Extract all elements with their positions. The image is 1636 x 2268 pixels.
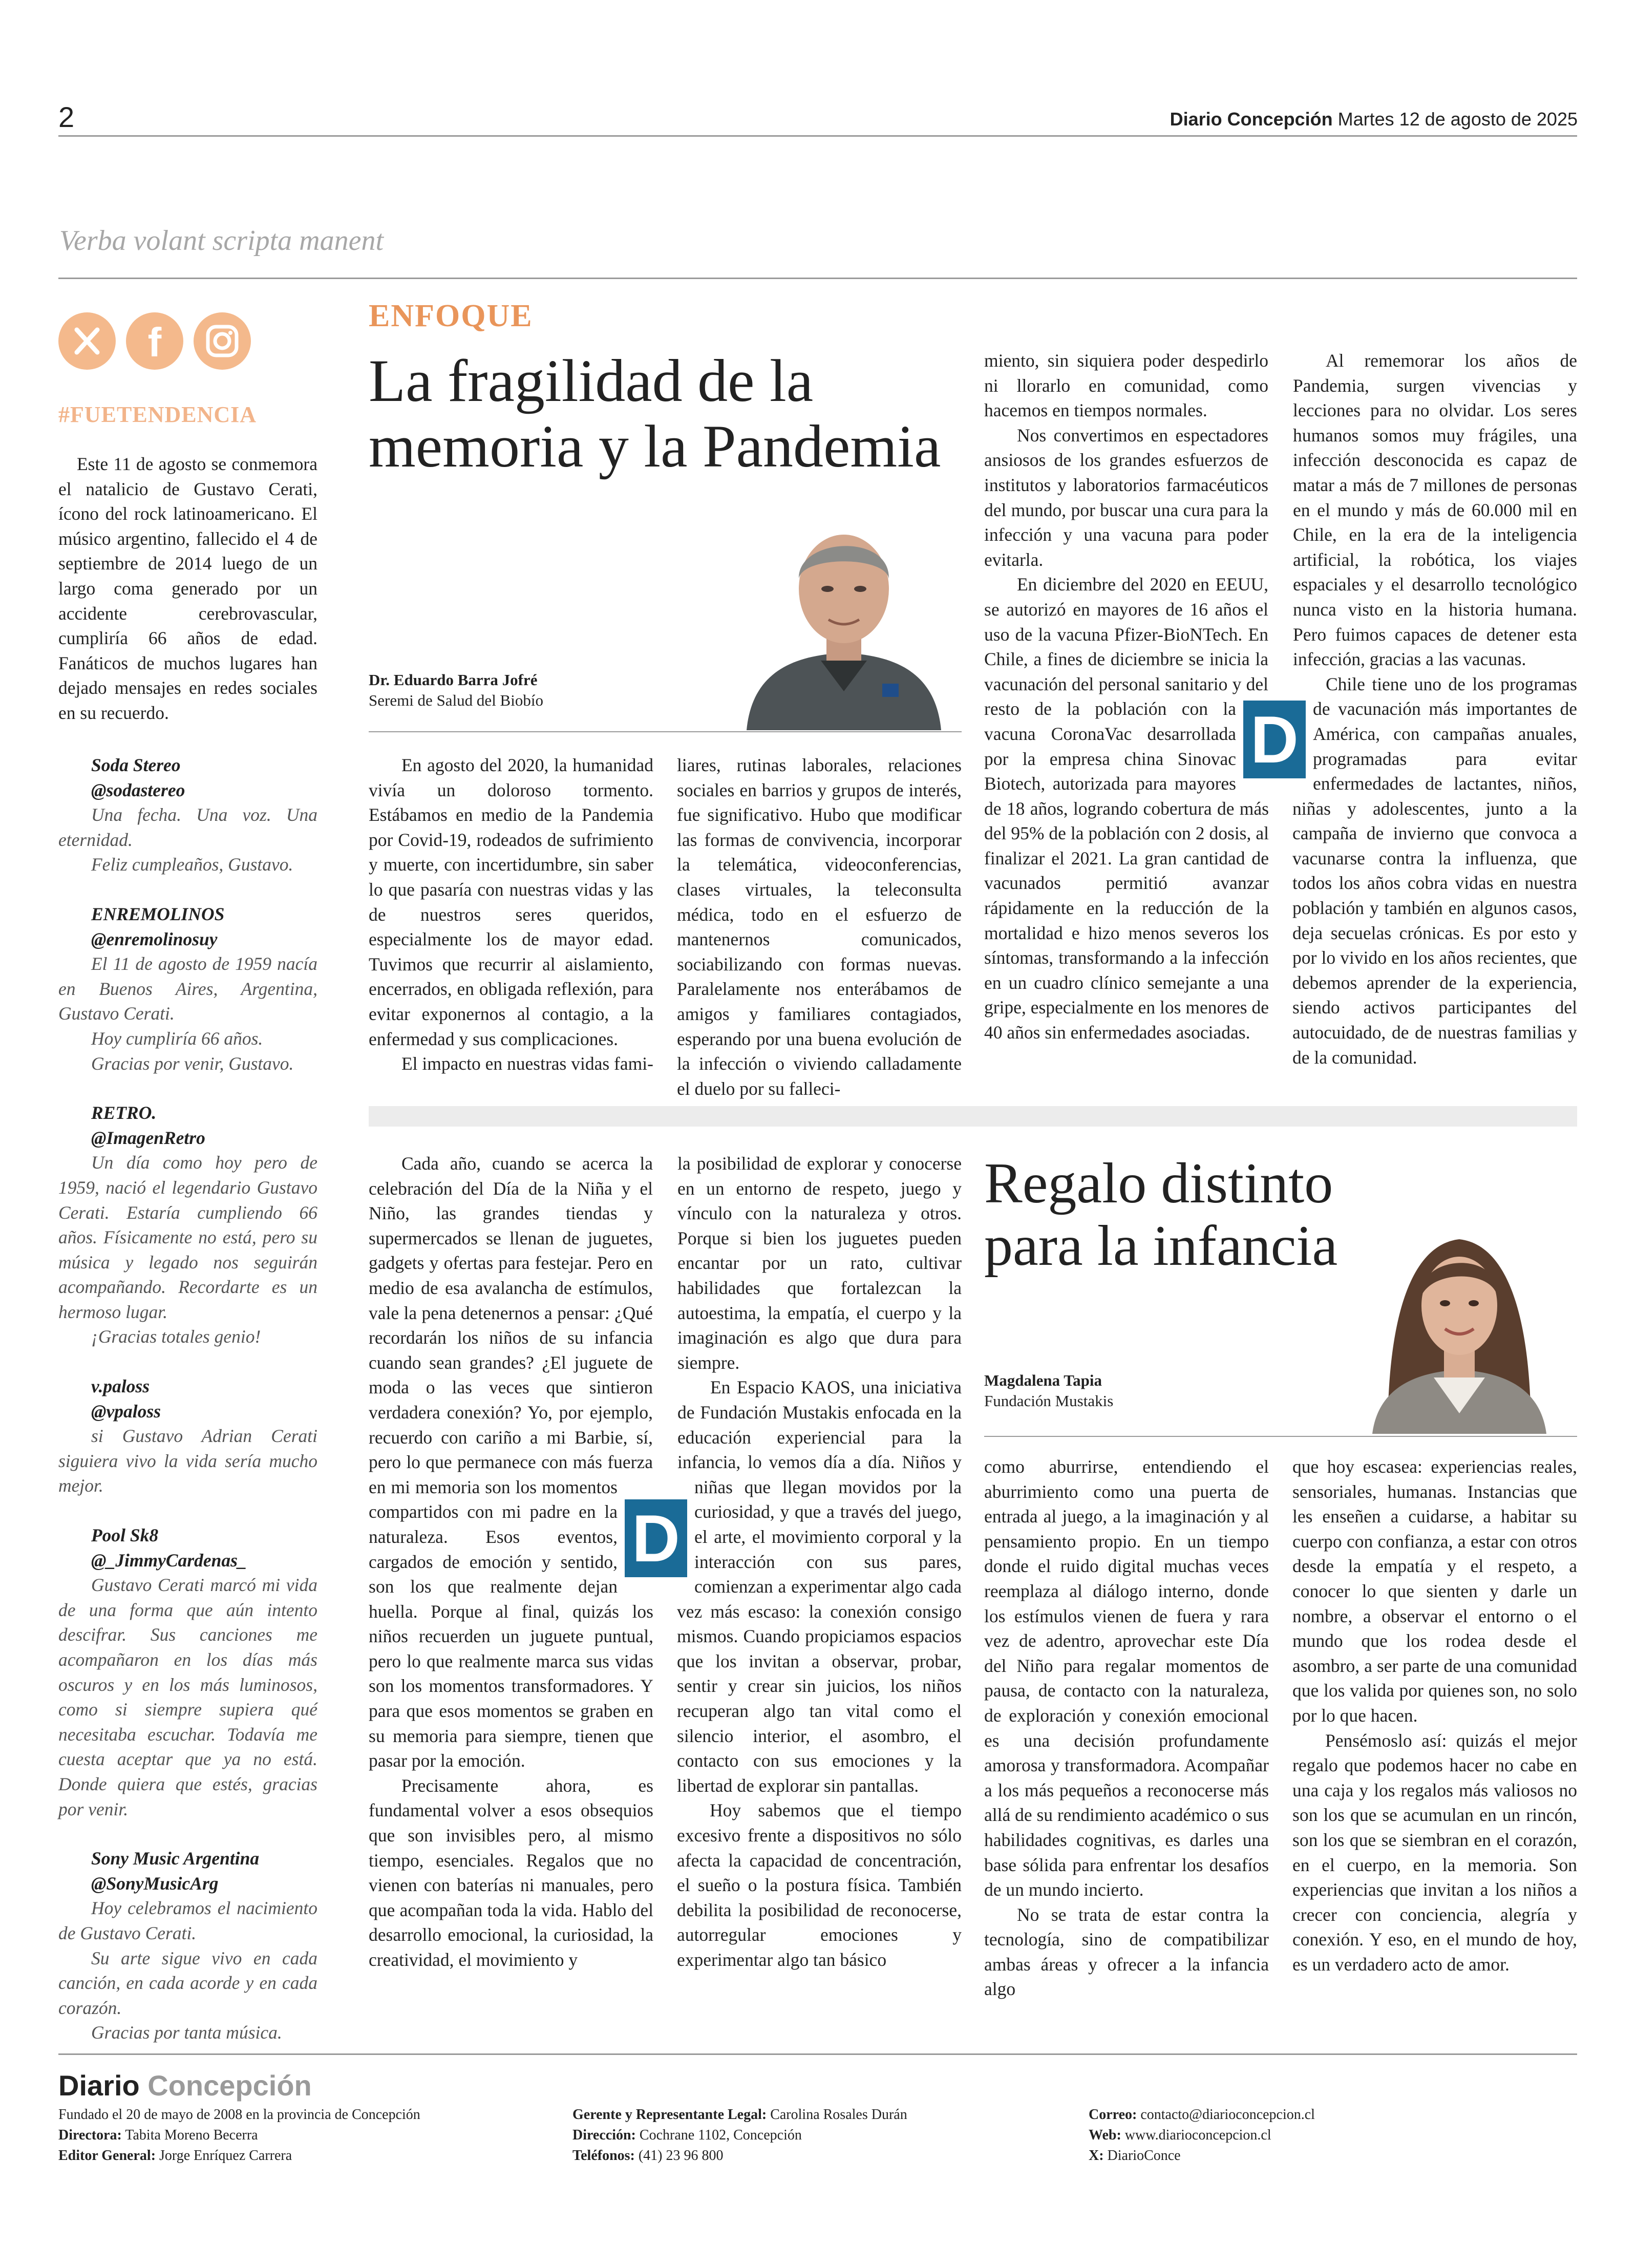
sidebar-intro: [58, 452, 317, 726]
post-text: El 11 de agosto de 1959 nacía en Buenos Aires, Argentina, Gustavo Cerati.: [58, 953, 317, 1024]
post-author-handle[interactable]: @_JimmyCardenas_: [91, 1550, 247, 1571]
footer-web: Web: www.diarioconcepcion.cl: [1089, 2127, 1271, 2143]
article2-author-role: Fundación Mustakis: [984, 1392, 1114, 1410]
paragraph: Al rememorar los años de Pandemia, surgen vivencias y lecciones para no olvidar. Los seres humanos somos muy frágiles, una infección desconocida es capaz de matar a más de 7 millones de personas en el mundo y más de 60.000 mil en Chile, en la era de la inteligencia artificial, la robótica, los viajes espaciales y el desarrollo tecnológico nunca visto en la historia humana. Pero fuimos capaces de detener esta infección, gracias a las vacunas.: [1293, 350, 1577, 670]
post-text: ¡Gracias totales genio!: [91, 1326, 261, 1347]
post-author-name: ENREMOLINOS: [91, 903, 225, 924]
footer-correo-link[interactable]: contacto@diarioconcepcion.cl: [1140, 2107, 1315, 2123]
post-text: Gracias por tanta música.: [91, 2022, 282, 2043]
article1-photo-rule: [369, 731, 962, 732]
paragraph: Hoy sabemos que el tiempo excesivo frente a dispositivos no sólo afecta la capacidad de concentración, el sueño o la postura física. También debilita la posibilidad de reconocerse, autorregular emociones y experimentar algo tan básico: [677, 1800, 962, 1970]
post-text: si Gustavo Adrian Cerati siguiera vivo la vida sería mucho mejor.: [58, 1426, 317, 1496]
article2-author: [984, 1370, 1113, 1411]
instagram-icon[interactable]: [194, 312, 251, 370]
paragraph: Chile tiene uno de los programas de vacunación más importantes de América, con campañas anuales, programadas para evitar enfermedades de lactantes, niños, niñas y adolescentes, junto a la campaña de invierno que convoca a vacunarse contra la influenza, que todos los años cobra vidas en nuestra población y también en algunos casos, deja secuelas crónicas. Es por esto y por lo vivido en los años recientes, que debemos aprender de la experiencia, siendo activos participantes del autocuidado, de de nuestras familias y de la comunidad.: [1292, 673, 1577, 1068]
motto: Verba volant scripta manent: [59, 225, 384, 257]
article2-dropcap: D: [625, 1499, 687, 1577]
paper-name: Diario Concepción: [1170, 109, 1333, 130]
social-post: [58, 902, 317, 1076]
paragraph: liares, rutinas laborales, relaciones sociales en barrios y grupos de interés, fue significativo. Hubo que modificar las formas de convivencia, incorporar la telemática, videoconferencias, clases virtuales, la teleconsulta médica, todo en el esfuerzo de mantenernos comunicados, sociabilizando con formas nuevas. Paralelamente nos enterábamos de amigos y familiares contagiados, esperando por una buena evolución de la infección o viviendo calladamente el duelo por su falleci-: [677, 755, 962, 1099]
hashtag: #FUETENDENCIA: [58, 402, 257, 427]
post-author-handle[interactable]: @enremolinosuy: [91, 928, 218, 949]
social-post: [58, 1100, 317, 1349]
article1-author-photo: [726, 507, 962, 730]
paragraph: Precisamente ahora, es fundamental volver a esos obsequios que son invisibles pero, al mismo tiempo, esenciales. Regalos que no vienen con baterías ni manuales, pero que acompañan toda la vida. Hablo del desarrollo emocional, la curiosidad, la creatividad, el movimiento y: [369, 1775, 653, 1970]
post-text: Hoy celebramos el nacimiento de Gustavo Cerati.: [58, 1898, 317, 1943]
footer-directora: Directora: Tabita Moreno Becerra: [58, 2127, 258, 2143]
post-text: Gracias por venir, Gustavo.: [91, 1053, 294, 1074]
post-text: Un día como hoy pero de 1959, nació el legendario Gustavo Cerati. Estaría cumpliendo 66 años. Físicamente no está, pero su música y legado nos seguirán acompañando. Recordarte es un hermoso lugar.: [58, 1152, 317, 1322]
social-post: [58, 1846, 317, 2045]
social-post: [58, 753, 317, 877]
x-icon[interactable]: [58, 312, 116, 370]
post-text: Una fecha. Una voz. Una eternidad.: [58, 804, 317, 850]
issue-date: Martes 12 de agosto de 2025: [1337, 109, 1578, 130]
article2-column2: [677, 1151, 962, 1973]
article1-author: [369, 670, 543, 711]
footer-direccion: Dirección: Cochrane 1102, Concepción: [572, 2127, 802, 2143]
post-author-handle[interactable]: @vpaloss: [91, 1401, 161, 1422]
article1-author-role: Seremi de Salud del Biobío: [369, 691, 543, 709]
sidebar-intro-text: Este 11 de agosto se conmemora el natalicio de Gustavo Cerati, ícono del rock latinoamericano. El músico argentino, fallecido el 4 de septiembre de 2014 luego de un largo coma generado por un accidente cerebrovascular, cumpliría 66 años de edad. Fanáticos de muchos lugares han dejado mensajes en redes sociales en su recuerdo.: [58, 454, 317, 723]
article2-title: [984, 1152, 1337, 1277]
article2-author-name: Magdalena Tapia: [984, 1371, 1102, 1389]
paragraph: En diciembre del 2020 en EEUU, se autorizó en mayores de 16 años el uso de la vacuna Pfizer-BioNTech. En Chile, a fines de diciembre se inicia la vacunación del personal sanitario y del resto de la población con la vacuna CoronaVac desarrollada por la empresa china Sinovac Biotech, autorizada para mayores de 18 años, logrando cobertura de más del 95% de la población con 2 dosis, al finalizar el 2021. La gran cantidad de vacunados permitió avanzar rápidamente en la reducción de la mortalidad e hizo menos severos los síntomas, transformando a la infección en un cuadro clínico semejante a una gripe, especialmente en los menores de 40 años sin enfermedades asociadas.: [984, 574, 1269, 1043]
footer-rule: [58, 2053, 1577, 2055]
footer-editor: Editor General: Jorge Enríquez Carrera: [58, 2148, 292, 2164]
footer-block-1: [58, 2105, 420, 2166]
footer-logo: [58, 2069, 312, 2102]
article1-column1: [369, 753, 653, 1076]
footer-x: X: DiarioConce: [1089, 2148, 1181, 2164]
post-author-name: Sony Music Argentina: [91, 1848, 260, 1869]
post-author-handle[interactable]: @SonyMusicArg: [91, 1873, 219, 1894]
article2-title-line1: Regalo distinto: [984, 1152, 1333, 1215]
motto-rule: [58, 278, 1577, 279]
facebook-icon[interactable]: [126, 312, 183, 370]
social-post: [58, 1374, 317, 1498]
svg-text:f: f: [147, 320, 162, 365]
footer-gerente: Gerente y Representante Legal: Carolina Rosales Durán: [572, 2107, 907, 2123]
article2-author-photo: [1352, 1209, 1567, 1434]
masthead-date: [1170, 109, 1578, 130]
paragraph: No se trata de estar contra la tecnología, sino de compatibilizar ambas áreas y ofrecer a la infancia algo: [984, 1904, 1269, 2000]
article2-title-line2: para la infancia: [984, 1214, 1338, 1278]
sidebar-posts: [58, 753, 317, 2070]
section-separator: [369, 1106, 1577, 1127]
paragraph: En Espacio KAOS, una iniciativa de Fundación Mustakis enfocada en la educación experiencial para la infancia, lo vemos día a día. Niños y niñas que llegan movidos por la curiosidad, y que a través del juego, el arte, el movimiento corporal y la interacción con sus pares, comienzan a experimentar algo cada vez más escaso: la conexión consigo mismos. Cuando propiciamos espacios que los invitan a observar, probar, sentir y crear sin juicios, los niños recuperan algo tan vital como el silencio interior, el asombro, el contacto con sus emociones y la libertad de explorar sin pantallas.: [677, 1377, 962, 1796]
post-author-name: v.paloss: [91, 1376, 150, 1397]
article1-author-name: Dr. Eduardo Barra Jofré: [369, 671, 538, 689]
article2-column4: [1292, 1454, 1577, 1977]
post-author-name: Pool Sk8: [91, 1525, 159, 1546]
footer-logo-part1: Diario: [58, 2069, 140, 2102]
footer-block-2: [572, 2105, 907, 2166]
paragraph: El impacto en nuestras vidas fami-: [401, 1053, 653, 1074]
article1-column3: [984, 348, 1269, 1045]
post-text: Su arte sigue vivo en cada canción, en cada acorde y en cada corazón.: [58, 1947, 317, 2018]
footer-web-link[interactable]: www.diarioconcepcion.cl: [1124, 2127, 1271, 2143]
footer-x-handle[interactable]: DiarioConce: [1107, 2148, 1181, 2164]
article2-photo-rule: [984, 1436, 1577, 1437]
paragraph: En agosto del 2020, la humanidad vivía un doloroso tormento. Estábamos en medio de la Pandemia por Covid-19, rodeados de sufrimiento y muerte, con incertidumbre, sin saber lo que pasaría con nuestras vidas y las de nuestros seres queridos, especialmente los de mayor edad. Tuvimos que recurrir al aislamiento, encerrados, en obligada reflexión, para evitar exponernos al contagio, a la enfermedad y sus complicaciones.: [369, 755, 653, 1049]
post-author-name: Soda Stereo: [91, 755, 181, 775]
post-text: Feliz cumpleaños, Gustavo.: [91, 854, 293, 875]
paragraph: como aburrirse, entendiendo el aburrimiento como una puerta de entrada al juego, a la imaginación y al pensamiento propio. En un tiempo donde el ruido digital muchas veces reemplaza al diálogo interno, donde los estímulos vienen de fuera y rara vez de adentro, aprovechar este Día del Niño para regalar momentos de pausa, de contacto con la naturaleza, de exploración y conexión emocional es una decisión profundamente amorosa y transformadora. Acompañar a los más pequeños a reconocerse más allá de su rendimiento académico o sus habilidades cognitivas, es darles una base sólida para enfrentar los desafíos de un mundo incierto.: [984, 1456, 1269, 1900]
post-author-name: RETRO.: [91, 1103, 157, 1124]
article1-title: [369, 348, 941, 479]
header-rule: [58, 135, 1577, 137]
article1-dropcap: D: [1243, 701, 1306, 778]
article1-title-line1: La fragilidad de la: [369, 347, 814, 414]
paragraph: Cada año, cuando se acerca la celebración del Día de la Niña y el Niño, las grandes tiendas y supermercados se llenan de juguetes, gadgets y ofertas para festejar. Pero en medio de esa avalancha de estímulos, vale la pena detenernos a pensar: ¿Qué recordarán los niños de su infancia cuando sean grandes? ¿El juguete de moda o las veces que sintieron verdadera conexión? Yo, por ejemplo, recuerdo con cariño a mi Barbie, sí, pero lo que permanece con más fuerza en mi memoria son los momentos compartidos con mi padre en la naturaleza. Esos eventos, cargados de emoción y sentido, son los que realmente dejan huella. Porque al final, quizás los niños recuerden un juguete puntual, pero lo que realmente marca sus vidas son los momentos transformadores. Y para que esos momentos se graben en su memoria para siempre, tienen que pasar por la emoción.: [369, 1153, 653, 1771]
paragraph: que hoy escasea: experiencias reales, sensoriales, humanas. Instancias que les enseñen a cuidarse, a habitar su cuerpo con confianza, a estar con otros desde la empatía y el respeto, a conocer lo que sienten y darle un nombre, a observar el entorno o el mundo que los rodea desde el asombro, a ser parte de una comunidad que los valida por quienes son, no solo por lo que hacen.: [1292, 1456, 1577, 1726]
footer-block-3: [1089, 2105, 1315, 2166]
paragraph: la posibilidad de explorar y conocerse en un entorno de respeto, juego y vínculo con la naturaleza y otros. Porque si bien los juguetes pueden encantar por un rato, cultivar habilidades que fortalezcan la autoestima, la empatía, el cuerpo y la imaginación es algo que dura para siempre.: [677, 1153, 962, 1373]
social-post: [58, 1523, 317, 1821]
paragraph: miento, sin siquiera poder despedirlo ni llorarlo en comunidad, como hacemos en tiempos normales.: [984, 350, 1268, 421]
footer-logo-part2: Concepción: [147, 2069, 312, 2102]
article1-title-line2: memoria y la Pandemia: [369, 413, 941, 480]
post-text: Gustavo Cerati marcó mi vida de una forma que aún intento descifrar. Sus canciones me acompañaron en los días más oscuros y en los más luminosos, como si siempre supiera qué necesitaba escuchar. Todavía me cuesta aceptar que ya no está. Donde quiera que estés, gracias por venir.: [58, 1575, 317, 1819]
post-author-handle[interactable]: @sodastereo: [91, 779, 185, 800]
post-author-handle[interactable]: @ImagenRetro: [91, 1127, 205, 1148]
paragraph: Pensémoslo así: quizás el mejor regalo que podemos hacer no cabe en una caja y los regalos más valiosos no son los que se acumulan en un rincón, son los que se siembran en el corazón, en el cuerpo, en la memoria. Son experiencias que invitan a los niños a crecer con conciencia, alegría y conexión. Y eso, en el mundo de hoy, es un verdadero acto de amor.: [1292, 1730, 1577, 1975]
article2-column1: [369, 1151, 653, 1973]
post-text: Hoy cumpliría 66 años.: [91, 1028, 263, 1049]
article1-kicker: ENFOQUE: [369, 299, 533, 333]
footer-founded: Fundado el 20 de mayo de 2008 en la provincia de Concepción: [58, 2107, 420, 2123]
article1-column4: [1292, 348, 1577, 1070]
footer-telefonos: Teléfonos: (41) 23 96 800: [572, 2148, 724, 2164]
page-number: 2: [58, 101, 75, 133]
article2-column3: [984, 1454, 1269, 2002]
article1-column2: [677, 753, 962, 1101]
footer-correo: Correo: contacto@diarioconcepcion.cl: [1089, 2107, 1315, 2123]
paragraph: Nos convertimos en espectadores ansiosos de los grandes esfuerzos de institutos y laboratorios farmacéuticos del mundo, por buscar una cura para la infección y una vacuna para poder evitarla.: [984, 425, 1268, 570]
